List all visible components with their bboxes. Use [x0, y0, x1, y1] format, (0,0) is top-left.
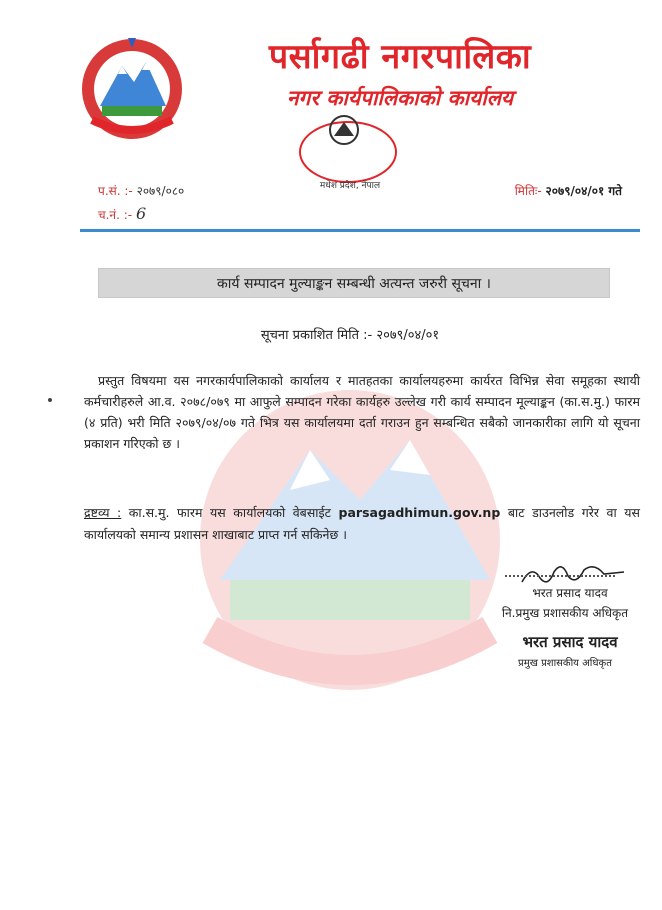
published-label: सूचना प्रकाशित मिति :-	[260, 328, 373, 343]
notice-heading: कार्य सम्पादन मुल्याङ्कन सम्बन्धी अत्यन्त जरुरी सूचना ।	[98, 268, 610, 298]
notice-note	[84, 502, 640, 546]
signatory-title: नि.प्रमुख प्रशासकीय अधिकृत	[501, 606, 629, 620]
stamp-province-text: मधेश प्रदेश, नेपाल	[319, 181, 381, 191]
margin-dot	[48, 398, 52, 402]
letter-date	[515, 182, 622, 199]
published-date-line	[200, 325, 500, 343]
date-label: मितिः-	[514, 184, 542, 198]
published-date: २०७९/०४/०१	[376, 328, 440, 343]
stamp-signatory-name: भरत प्रसाद यादव	[522, 633, 618, 651]
header-divider	[80, 229, 640, 232]
note-text-2: बाट डाउनलोड गरेर वा यस कार्यालयको समान्य प्रशासन शाखाबाट प्राप्त गर्न सकिनेछ ।	[84, 505, 640, 542]
date-value: २०७९/०४/०१ गते	[545, 184, 622, 198]
patra-sankhya	[98, 182, 184, 199]
signature-line	[505, 575, 615, 577]
patra-value: २०७९/०८०	[136, 184, 185, 198]
office-stamp-icon	[292, 112, 412, 192]
stamp-signatory-title: प्रमुख प्रशासकीय अधिकृत	[518, 658, 612, 669]
patra-label: प.सं. :-	[98, 184, 133, 198]
chalan-number	[98, 204, 146, 223]
website-link[interactable]: parsagadhimun.gov.np	[338, 505, 501, 520]
municipality-title: पर्सागढी नगरपालिका	[268, 37, 532, 77]
signatory-name: भरत प्रसाद यादव	[532, 586, 608, 600]
note-text-1: का.स.मु. फारम यस कार्यालयको वेबसाईट	[128, 505, 331, 520]
chalan-label: च.नं. :-	[98, 208, 133, 222]
chalan-value: 6	[135, 204, 147, 223]
notice-body: प्रस्तुत विषयमा यस नगरकार्यपालिकाको कार्यालय र मातहतका कार्यालयहरुमा कार्यरत विभिन्न सेवा समूहका स्थायी कर्मचारीहरुले आ.व. २०७८/०७९ मा आफुले सम्पादन गरेका कार्यहरु उल्लेख गरी कार्य सम्पादन मूल्याङ्कन (का.स.मु.) फारम (४ प्रति) भरी मिति २०७९/०४/०७ गते भित्र यस कार्यालयमा दर्ता गराउन हुन सम्बन्धित सबैको जानकारीका लागि यो सूचना प्रकाशन गरिएको छ ।	[84, 373, 640, 451]
office-title: नगर कार्यपालिकाको कार्यालय	[286, 86, 514, 110]
note-label: द्रष्टव्य :	[84, 505, 122, 520]
